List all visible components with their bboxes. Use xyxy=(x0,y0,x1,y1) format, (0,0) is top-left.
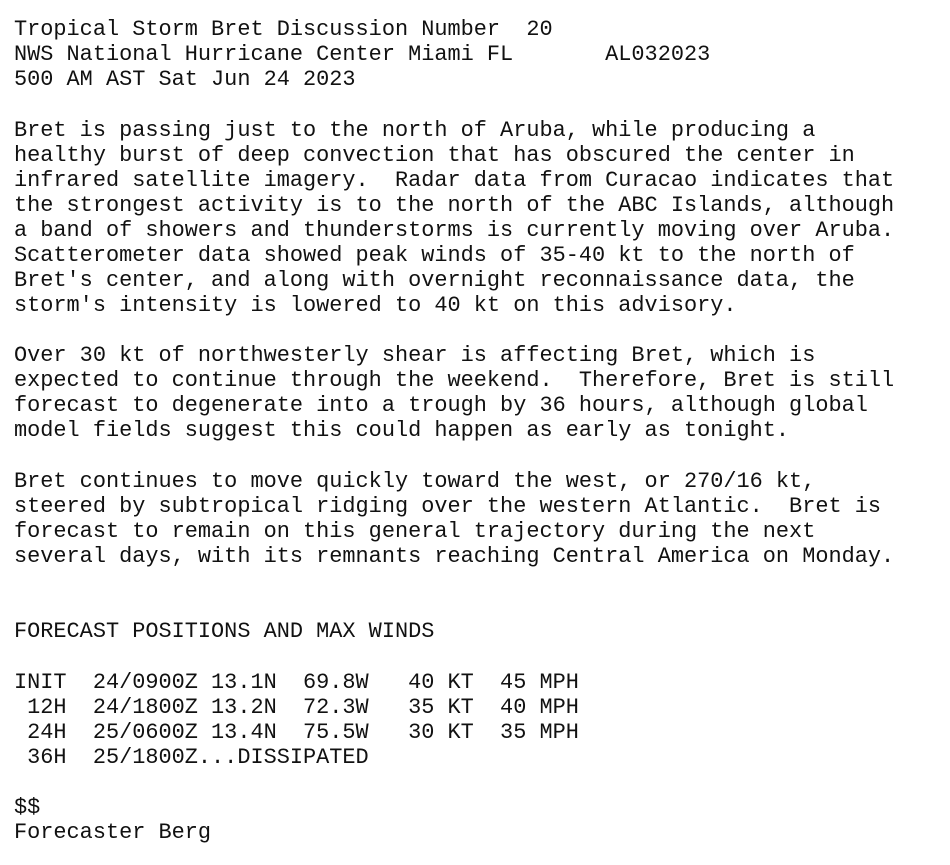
paragraph-1-line: a band of showers and thunderstorms is currently moving over Aruba. xyxy=(14,218,895,243)
paragraph-2-line: model fields suggest this could happen as early as tonight. xyxy=(14,418,790,443)
paragraph-1-line: the strongest activity is to the north of the ABC Islands, although xyxy=(14,193,895,218)
forecast-row: 12H 24/1800Z 13.2N 72.3W 35 KT 40 MPH xyxy=(14,695,579,720)
issue-time: 500 AM AST Sat Jun 24 2023 xyxy=(14,67,356,92)
forecast-heading: FORECAST POSITIONS AND MAX WINDS xyxy=(14,619,435,644)
issuing-office: NWS National Hurricane Center Miami FL AL032023 xyxy=(14,42,711,67)
paragraph-1-line: Bret's center, and along with overnight reconnaissance data, the xyxy=(14,268,855,293)
paragraph-3-line: steered by subtropical ridging over the western Atlantic. Bret is xyxy=(14,494,882,519)
paragraph-3-line: Bret continues to move quickly toward the west, or 270/16 kt, xyxy=(14,469,816,494)
paragraph-2-line: forecast to degenerate into a trough by 36 hours, although global xyxy=(14,393,868,418)
paragraph-1-line: Bret is passing just to the north of Aruba, while producing a xyxy=(14,118,816,143)
paragraph-1-line: healthy burst of deep convection that has obscured the center in xyxy=(14,143,855,168)
paragraph-1-line: storm's intensity is lowered to 40 kt on this advisory. xyxy=(14,293,737,318)
paragraph-2-line: Over 30 kt of northwesterly shear is affecting Bret, which is xyxy=(14,343,816,368)
paragraph-2-line: expected to continue through the weekend. Therefore, Bret is still xyxy=(14,368,895,393)
forecast-row: 36H 25/1800Z...DISSIPATED xyxy=(14,745,369,770)
forecaster-signature: Forecaster Berg xyxy=(14,820,212,845)
paragraph-1-line: Scatterometer data showed peak winds of 35-40 kt to the north of xyxy=(14,243,855,268)
forecast-row: 24H 25/0600Z 13.4N 75.5W 30 KT 35 MPH xyxy=(14,720,579,745)
paragraph-3-line: forecast to remain on this general trajectory during the next xyxy=(14,519,816,544)
end-marker: $$ xyxy=(14,795,41,820)
paragraph-3-line: several days, with its remnants reaching Central America on Monday. xyxy=(14,544,895,569)
paragraph-1-line: infrared satellite imagery. Radar data from Curacao indicates that xyxy=(14,168,895,193)
forecast-row: INIT 24/0900Z 13.1N 69.8W 40 KT 45 MPH xyxy=(14,670,579,695)
discussion-title: Tropical Storm Bret Discussion Number 20 xyxy=(14,17,553,42)
